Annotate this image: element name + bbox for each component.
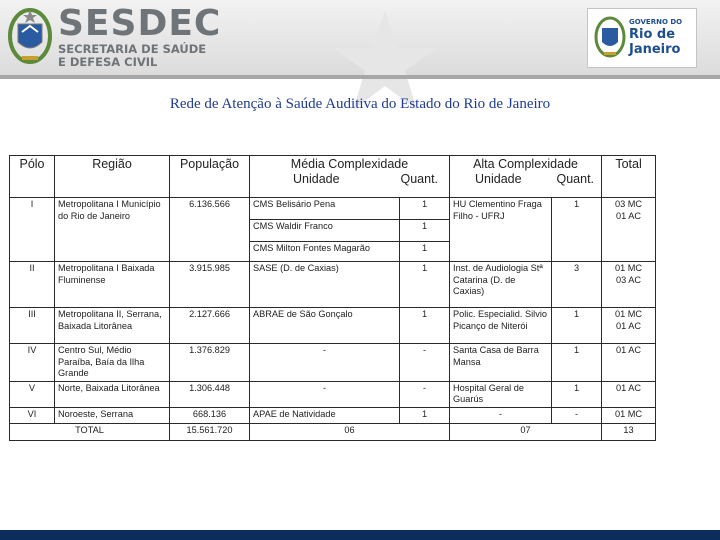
header-alta-title: Alta Complexidade [473,157,578,171]
cell-populacao: 668.136 [170,407,250,423]
cell-total: 01 AC [602,344,656,382]
cell-polo: IV [10,344,55,382]
cell-regiao: Metropolitana II, Serrana, Baixada Litorânea [55,308,170,344]
brand-subtitle-line-2: E DEFESA CIVIL [58,55,158,69]
header-alta-quant: Quant. [556,172,595,186]
cell-media-unidade: - [250,344,400,382]
cell-total-alta: 07 [450,423,602,440]
cell-total [602,308,656,344]
cell-alta-unidade: Polic. Especialid. Silvio Picanço de Niterói [450,308,552,344]
header-total: Total [602,156,656,198]
coat-of-arms-emblem [8,6,52,68]
header-polo: Pólo [10,156,55,198]
cell-populacao: 1.376.829 [170,344,250,382]
cell-total-media: 06 [250,423,450,440]
header-alta-complexidade [450,156,602,198]
cell-total-line-1: 01 MC [615,263,643,273]
table-total-row [10,423,656,440]
header-alta-unidade: Unidade [475,172,522,186]
cell-populacao: 3.915.985 [170,262,250,308]
cell-total: 01 MC [602,407,656,423]
cell-regiao: Norte, Baixada Litorânea [55,381,170,407]
cell-media-unidade: CMS Belisário Pena [250,198,400,220]
cell-alta-quant: 3 [552,262,602,308]
cell-polo: II [10,262,55,308]
table-row [10,381,656,407]
page-header [0,0,720,75]
brand-name: SESDEC [58,3,222,44]
cell-media-unidade: SASE (D. de Caxias) [250,262,400,308]
table-row [10,344,656,382]
table-row [10,262,656,308]
cell-alta-quant: 1 [552,381,602,407]
cell-total-line-1: 03 MC [615,199,643,209]
header-populacao: População [170,156,250,198]
cell-media-quant: 1 [400,262,450,308]
cell-media-quant: - [400,381,450,407]
document-title: Rede de Atenção à Saúde Auditiva do Estado do Rio de Janeiro [169,96,551,112]
cell-media-quant: 1 [400,308,450,344]
cell-populacao: 1.306.448 [170,381,250,407]
cell-media-quant: 1 [400,242,450,262]
cell-alta-quant: 1 [552,344,602,382]
brand-subtitle-line-1: SECRETARIA DE SAÚDE [58,42,207,56]
footer-bar [0,530,720,540]
header-media-unidade: Unidade [293,172,340,186]
table-row [10,198,656,220]
cell-media-unidade: CMS Waldir Franco [250,220,400,242]
table-row [10,407,656,423]
cell-total-line-2: 01 AC [616,210,642,221]
cell-regiao: Centro Sul, Médio Paraíba, Baía da Ilha Grande [55,344,170,382]
header-regiao: Região [55,156,170,198]
state-emblem-icon [594,14,626,60]
government-logo-line-1: GOVERNO DO [629,18,683,26]
cell-populacao: 6.136.566 [170,198,250,262]
cell-media-quant: 1 [400,407,450,423]
cell-alta-unidade: Inst. de Audiologia Stª Catarina (D. de Caxias) [450,262,552,308]
cell-total-label: TOTAL [10,423,170,440]
cell-total-populacao: 15.561.720 [170,423,250,440]
cell-media-quant: 1 [400,198,450,220]
header-divider [0,75,720,79]
cell-alta-unidade: - [450,407,552,423]
header-media-title: Média Complexidade [290,157,409,171]
cell-total-line-1: 01 MC [615,309,643,319]
cell-media-unidade: ABRAE de São Gonçalo [250,308,400,344]
cell-total [602,198,656,262]
table-row [10,308,656,344]
cell-polo: III [10,308,55,344]
cell-alta-quant: 1 [552,308,602,344]
cell-media-quant: - [400,344,450,382]
cell-alta-unidade: Hospital Geral de Guarús [450,381,552,407]
header-media-complexidade [250,156,450,198]
cell-total [602,262,656,308]
cell-media-unidade: APAE de Natividade [250,407,400,423]
cell-total-line-2: 01 AC [616,320,642,331]
cell-polo: V [10,381,55,407]
cell-alta-unidade: HU Clementino Fraga Filho - UFRJ [450,198,552,262]
cell-media-unidade: CMS Milton Fontes Magarão [250,242,400,262]
cell-alta-quant: - [552,407,602,423]
cell-regiao: Noroeste, Serrana [55,407,170,423]
cell-total-total: 13 [602,423,656,440]
cell-alta-quant: 1 [552,198,602,262]
table-header-row [10,156,656,198]
cell-polo: VI [10,407,55,423]
cell-media-unidade: - [250,381,400,407]
header-media-quant: Quant. [400,172,439,186]
cell-total-line-2: 03 AC [616,274,642,285]
cell-regiao: Metropolitana I Município do Rio de Janeiro [55,198,170,262]
cell-media-quant: 1 [400,220,450,242]
health-network-table [9,155,656,441]
cell-populacao: 2.127.666 [170,308,250,344]
cell-total: 01 AC [602,381,656,407]
cell-polo: I [10,198,55,262]
cell-alta-unidade: Santa Casa de Barra Mansa [450,344,552,382]
government-logo [587,8,697,68]
government-logo-line-3: Janeiro [629,42,681,57]
government-logo-line-2: Rio de [629,27,676,42]
cell-regiao: Metropolitana I Baixada Fluminense [55,262,170,308]
